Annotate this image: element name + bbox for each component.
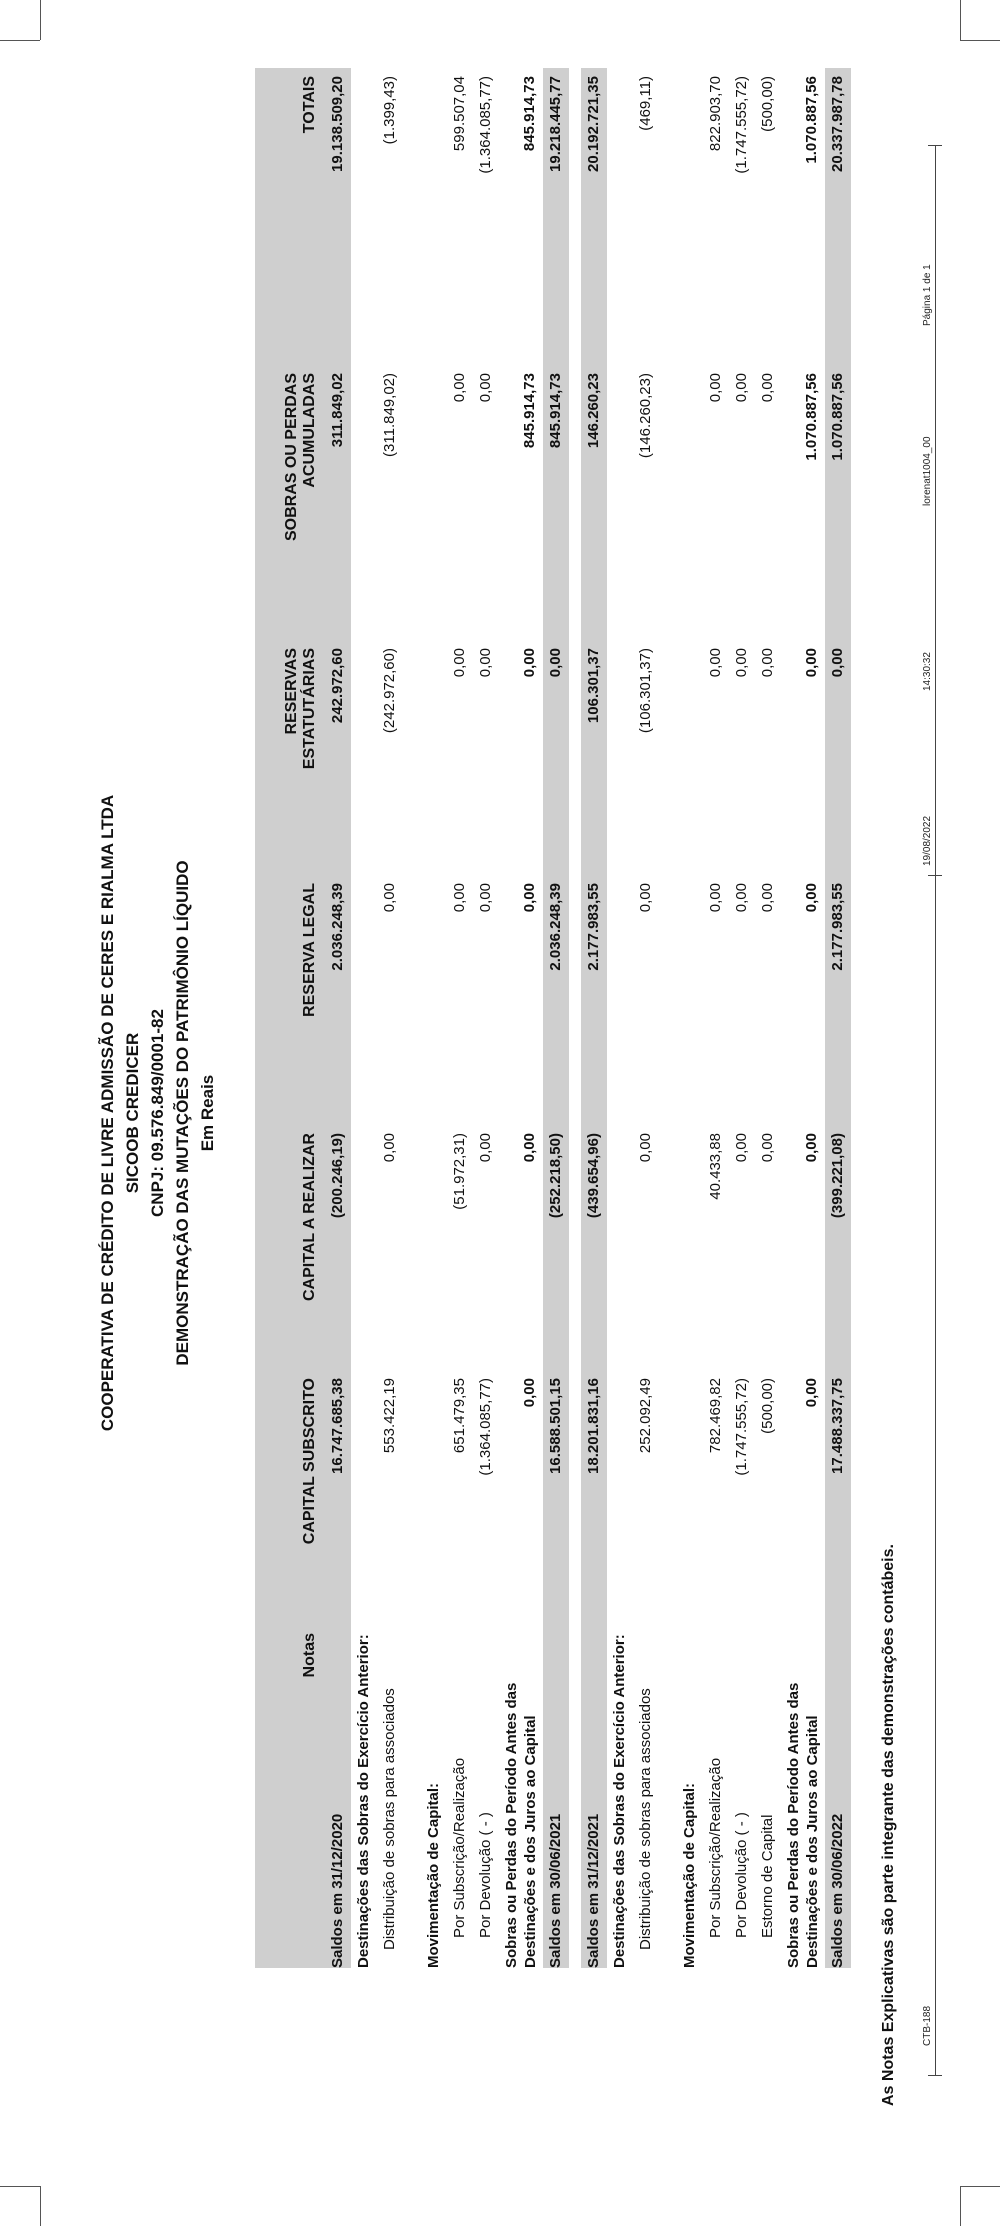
cell-sobras-perdas: 1.070.887,56 — [829, 373, 846, 461]
header-cnpj: CNPJ: 09.576.849/0001-82 — [148, 1009, 167, 1217]
cell-capital-realizar: (252.218,50) — [547, 1133, 564, 1219]
cell-reservas-estatutarias — [607, 648, 633, 878]
row-label-line2: Destinações e dos Juros ao Capital — [522, 1715, 539, 1968]
table-row — [421, 68, 447, 1968]
cell-capital-subscrito: 782.469,82 — [707, 1378, 724, 1454]
footer-time: 14:30:32 — [922, 652, 933, 691]
cell-capital-subscrito — [421, 1378, 447, 1628]
cell-reservas-estatutarias — [677, 648, 703, 878]
cell-capital-subscrito: (1.747.555,72) — [733, 1378, 750, 1476]
cell-capital-realizar — [421, 1133, 447, 1373]
header-cooperative-name: COOPERATIVA DE CRÉDITO DE LIVRE ADMISSÃO DE CERES E RIALMA LTDA — [98, 794, 117, 1432]
row-label: Movimentação de Capital: — [425, 1782, 442, 1968]
cell-reserva-legal — [421, 883, 447, 1128]
cell-reservas-estatutarias: (106.301,37) — [637, 648, 654, 734]
table-row — [377, 50, 421, 1968]
cell-reserva-legal: 0,00 — [803, 883, 820, 913]
cell-capital-subscrito: 16.747.685,38 — [329, 1378, 346, 1474]
cell-capital-realizar: 0,00 — [733, 1133, 750, 1163]
cell-reservas-estatutarias — [421, 648, 447, 878]
cell-totais: 822.903,70 — [707, 76, 724, 152]
cell-reserva-legal: 0,00 — [451, 883, 468, 913]
cell-reserva-legal — [677, 883, 703, 1128]
row-label: Estorno de Capital — [759, 1814, 776, 1938]
cell-totais: 845.914,73 — [521, 76, 538, 152]
cell-capital-realizar: (200.246,19) — [329, 1133, 346, 1219]
cell-reservas-estatutarias: 0,00 — [733, 648, 750, 678]
cell-reserva-legal: 0,00 — [477, 883, 494, 913]
cell-totais: (500,00) — [759, 76, 776, 132]
cell-totais: 1.070.887,56 — [803, 76, 820, 164]
column-header-sobras-line1: SOBRAS OU PERDAS — [283, 373, 300, 542]
cell-reserva-legal: 2.036.248,39 — [329, 883, 346, 971]
footer-tick — [928, 2075, 942, 2076]
column-header-reservas-line1: RESERVAS — [283, 648, 300, 735]
column-header-capital-subscrito: CAPITAL SUBSCRITO — [301, 1378, 318, 1545]
cell-reserva-legal: 2.177.983,55 — [829, 883, 846, 971]
cell-reserva-legal: 2.036.248,39 — [547, 883, 564, 971]
cell-reservas-estatutarias: 0,00 — [547, 648, 564, 678]
cell-sobras-perdas: 845.914,73 — [521, 373, 538, 449]
header-currency-note: Em Reais — [198, 1074, 217, 1152]
footer-code: CTB-188 — [922, 2005, 933, 2046]
table-row — [755, 38, 781, 1968]
table-row — [325, 68, 351, 1968]
cell-capital-subscrito: 16.588.501,15 — [547, 1378, 564, 1474]
row-label: Saldos em 30/06/2022 — [829, 1813, 846, 1968]
cell-sobras-perdas: 311.849,02 — [329, 373, 346, 448]
cell-capital-realizar — [677, 1133, 703, 1373]
row-label: Destinações das Sobras do Exercício Anterior: — [355, 1634, 372, 1968]
cell-reserva-legal: 0,00 — [733, 883, 750, 913]
cell-capital-subscrito: 0,00 — [803, 1378, 820, 1408]
footer-page-number: Página 1 de 1 — [922, 264, 933, 326]
cell-totais — [421, 76, 447, 368]
cell-reservas-estatutarias: (242.972,60) — [381, 648, 398, 734]
cell-sobras-perdas: (146.260,23) — [637, 373, 654, 459]
column-header-totais: TOTAIS — [301, 76, 318, 134]
cell-reserva-legal: 2.177.983,55 — [585, 883, 602, 971]
cell-capital-realizar: 0,00 — [477, 1133, 494, 1163]
cell-capital-realizar — [607, 1133, 633, 1373]
cell-sobras-perdas — [351, 373, 377, 643]
cell-capital-subscrito: 0,00 — [521, 1378, 538, 1408]
column-header-sobras-line2: ACUMULADAS — [301, 373, 318, 488]
row-label: Saldos em 31/12/2021 — [585, 1813, 602, 1968]
table-row — [499, 68, 543, 1968]
cell-totais: 19.218.445,77 — [547, 76, 564, 172]
row-label: Por Subscrição/Realização — [707, 1757, 724, 1938]
row-label: Saldos em 30/06/2021 — [547, 1813, 564, 1968]
column-header-reservas-line2: ESTATUTÁRIAS — [301, 648, 318, 770]
cell-totais: (1.747.555,72) — [733, 76, 750, 174]
cell-sobras-perdas: 0,00 — [759, 373, 776, 403]
cell-capital-subscrito: 17.488.337,75 — [829, 1378, 846, 1474]
cell-capital-subscrito: 252.092,49 — [637, 1378, 654, 1454]
row-label: Movimentação de Capital: — [681, 1782, 698, 1968]
footer-rule — [935, 146, 936, 2076]
column-header-reservas-estatutarias — [283, 648, 319, 878]
cell-sobras-perdas: 0,00 — [451, 373, 468, 403]
table-row — [633, 50, 677, 1968]
cell-capital-subscrito: 651.479,35 — [451, 1378, 468, 1454]
cell-capital-realizar: 0,00 — [803, 1133, 820, 1163]
table-row — [473, 38, 499, 1968]
row-label — [784, 1682, 821, 1968]
cell-totais: (469,11) — [637, 76, 654, 131]
row-label-line1: Sobras ou Perdas do Período Antes das — [503, 1682, 520, 1968]
footer-tick — [928, 145, 942, 146]
column-header-reserva-legal: RESERVA LEGAL — [301, 883, 318, 1017]
header-trade-name: SICOOB CREDICER — [123, 1032, 142, 1194]
cell-reservas-estatutarias: 0,00 — [477, 648, 494, 678]
cell-totais: (1.399,43) — [381, 76, 398, 145]
footer-report-id: lorenat1004_00 — [922, 436, 933, 506]
cell-reserva-legal — [607, 883, 633, 1128]
cell-sobras-perdas — [677, 373, 703, 643]
cell-reserva-legal: 0,00 — [381, 883, 398, 913]
table-row — [581, 68, 607, 1968]
column-header-sobras-perdas — [283, 373, 319, 643]
cell-reserva-legal: 0,00 — [637, 883, 654, 913]
cell-totais: 19.138.509,20 — [329, 76, 346, 172]
cell-capital-subscrito: (500,00) — [759, 1378, 776, 1434]
cell-capital-subscrito — [677, 1378, 703, 1628]
cell-capital-realizar: 0,00 — [759, 1133, 776, 1163]
cell-capital-realizar — [351, 1133, 377, 1373]
cell-reservas-estatutarias: 0,00 — [829, 648, 846, 678]
table-row — [781, 68, 825, 1968]
cell-capital-realizar: (51.972,31) — [451, 1133, 468, 1210]
row-label-line1: Sobras ou Perdas do Período Antes das — [785, 1682, 802, 1968]
cell-reservas-estatutarias: 0,00 — [759, 648, 776, 678]
footer-date: 19/08/2022 — [922, 815, 933, 866]
cell-reservas-estatutarias: 0,00 — [803, 648, 820, 678]
row-label: Por Devolução ( - ) — [477, 1812, 494, 1938]
cell-reservas-estatutarias: 0,00 — [707, 648, 724, 678]
cell-capital-realizar: 0,00 — [381, 1133, 398, 1163]
cell-capital-realizar: 40.433,88 — [707, 1133, 724, 1200]
footnote: As Notas Explicativas são parte integrante das demonstrações contábeis. — [880, 1544, 897, 2106]
cell-reserva-legal — [351, 883, 377, 1128]
table-row — [703, 38, 729, 1968]
cell-capital-realizar: (439.654,96) — [585, 1133, 602, 1219]
cell-sobras-perdas: 0,00 — [477, 373, 494, 403]
cell-sobras-perdas: 845.914,73 — [547, 373, 564, 449]
cell-capital-subscrito: 18.201.831,16 — [585, 1378, 602, 1474]
cell-reservas-estatutarias — [351, 648, 377, 878]
table-row — [607, 68, 633, 1968]
cell-totais: 20.192.721,35 — [585, 76, 602, 172]
cell-sobras-perdas: 0,00 — [707, 373, 724, 403]
cell-sobras-perdas — [421, 373, 447, 643]
cell-capital-realizar: 0,00 — [521, 1133, 538, 1163]
cell-sobras-perdas — [607, 373, 633, 643]
row-label: Por Subscrição/Realização — [451, 1757, 468, 1938]
cell-reserva-legal: 0,00 — [707, 883, 724, 913]
cell-reservas-estatutarias: 242.972,60 — [329, 648, 346, 724]
table-row — [351, 68, 377, 1968]
cell-capital-subscrito — [351, 1378, 377, 1628]
cell-reservas-estatutarias: 0,00 — [521, 648, 538, 678]
row-label: Por Devolução ( - ) — [733, 1812, 750, 1938]
cell-totais — [677, 76, 703, 368]
cell-sobras-perdas: 1.070.887,56 — [803, 373, 820, 461]
cell-reserva-legal: 0,00 — [759, 883, 776, 913]
cell-capital-realizar: 0,00 — [637, 1133, 654, 1163]
table-row — [543, 68, 569, 1968]
cell-totais: 599.507,04 — [451, 76, 468, 152]
table-row — [447, 38, 473, 1968]
cell-reserva-legal: 0,00 — [521, 883, 538, 913]
cell-sobras-perdas: (311.849,02) — [381, 373, 398, 457]
header-statement-title: DEMONSTRAÇÃO DAS MUTAÇÕES DO PATRIMÔNIO LÍQUIDO — [173, 860, 192, 1366]
column-header-capital-realizar: CAPITAL A REALIZAR — [301, 1133, 318, 1301]
cell-totais — [351, 76, 377, 368]
cell-totais — [607, 76, 633, 368]
cell-capital-subscrito — [607, 1378, 633, 1628]
cell-reservas-estatutarias: 0,00 — [451, 648, 468, 678]
cell-totais: (1.364.085,77) — [477, 76, 494, 174]
column-header-notes: Notas — [301, 1633, 318, 1678]
cell-sobras-perdas: 146.260,23 — [585, 373, 602, 449]
table-row — [677, 68, 703, 1968]
table-row — [729, 38, 755, 1968]
row-label — [502, 1682, 539, 1968]
cell-capital-subscrito: (1.364.085,77) — [477, 1378, 494, 1476]
row-label: Saldos em 31/12/2020 — [329, 1813, 346, 1968]
footer-tick — [928, 875, 942, 876]
row-label: Destinações das Sobras do Exercício Anterior: — [611, 1634, 628, 1968]
cell-reservas-estatutarias: 106.301,37 — [585, 648, 602, 724]
table-row — [825, 68, 851, 1968]
row-label-line2: Destinações e dos Juros ao Capital — [804, 1715, 821, 1968]
cell-capital-realizar: (399.221,08) — [829, 1133, 846, 1219]
cell-totais: 20.337.987,78 — [829, 76, 846, 172]
row-label: Distribuição de sobras para associados — [637, 1688, 654, 1950]
cell-capital-subscrito: 553.422,19 — [381, 1378, 398, 1454]
cell-sobras-perdas: 0,00 — [733, 373, 750, 403]
row-label: Distribuição de sobras para associados — [381, 1688, 398, 1950]
table-header-row — [255, 68, 325, 1968]
